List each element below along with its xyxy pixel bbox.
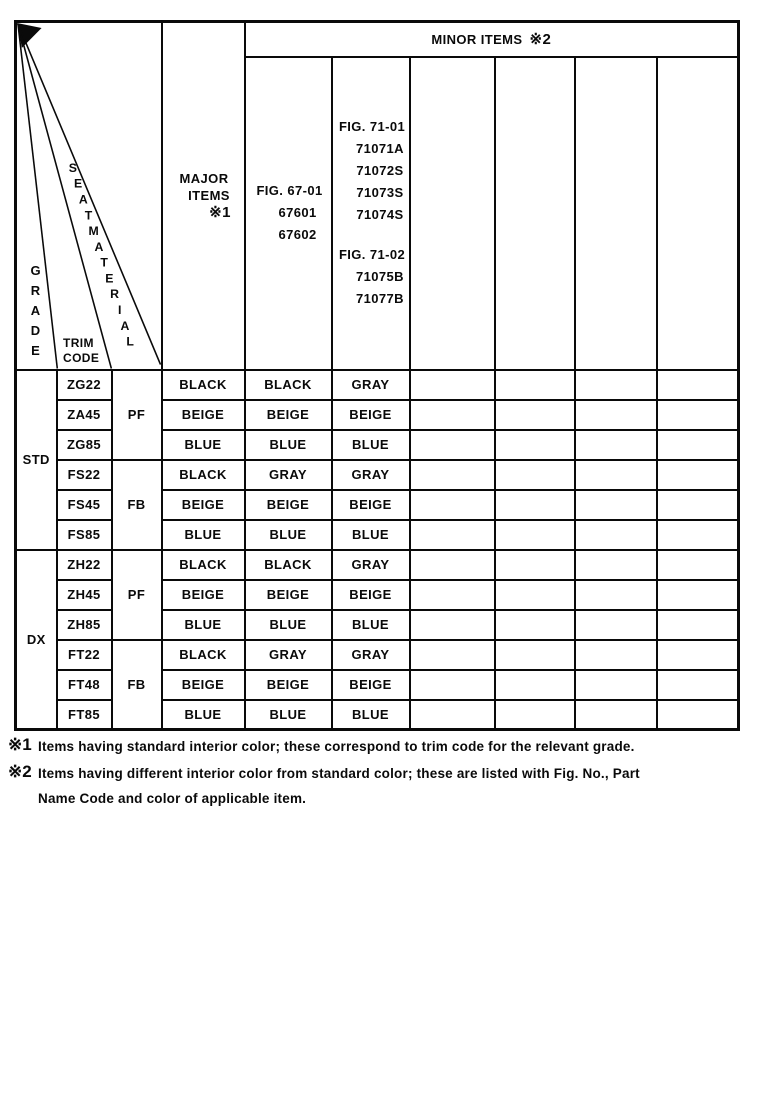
seat-material-cell: FB bbox=[112, 460, 162, 550]
grade-cell: DX bbox=[16, 550, 57, 730]
major-items-line1: MAJOR bbox=[179, 171, 229, 187]
minor-items-header bbox=[245, 22, 739, 57]
footnote-2-text-line2: Name Code and color of applicable item. bbox=[38, 791, 307, 806]
trim-color-matrix bbox=[14, 20, 740, 731]
empty-cell bbox=[410, 370, 495, 400]
minor-color-cell: GRAY bbox=[245, 460, 332, 490]
minor-color-cell: BEIGE bbox=[245, 490, 332, 520]
major-color-cell: BEIGE bbox=[162, 490, 245, 520]
empty-cell bbox=[495, 430, 575, 460]
empty-cell bbox=[410, 580, 495, 610]
empty-cell bbox=[657, 610, 739, 640]
major-color-cell: BEIGE bbox=[162, 400, 245, 430]
table-row bbox=[16, 640, 739, 670]
trim-code-cell: FS22 bbox=[57, 460, 112, 490]
svg-text:L: L bbox=[126, 334, 135, 349]
major-color-cell: BLUE bbox=[162, 430, 245, 460]
empty-cell bbox=[575, 640, 657, 670]
empty-cell bbox=[657, 430, 739, 460]
minor-color-cell: BEIGE bbox=[332, 580, 410, 610]
major-color-cell: BLACK bbox=[162, 550, 245, 580]
fig-title: FIG. 71-01 bbox=[338, 119, 406, 134]
trim-code-cell: ZA45 bbox=[57, 400, 112, 430]
part-number: 71072S bbox=[356, 163, 404, 178]
empty-cell bbox=[495, 580, 575, 610]
svg-text:T: T bbox=[84, 208, 93, 223]
svg-text:I: I bbox=[118, 302, 122, 318]
fig-title: FIG. 67-01 bbox=[256, 183, 323, 198]
empty-cell bbox=[495, 670, 575, 700]
trim-code-cell: FT85 bbox=[57, 700, 112, 730]
grade-cell: STD bbox=[16, 370, 57, 550]
minor-color-cell: BLUE bbox=[332, 430, 410, 460]
trim-code-cell: FS85 bbox=[57, 520, 112, 550]
empty-minor-column-header bbox=[495, 57, 575, 370]
footnote-2-text-line1: Items having different interior color from standard color; these are listed with Fig. No., Part bbox=[38, 766, 640, 781]
minor-color-cell: BEIGE bbox=[332, 400, 410, 430]
minor-color-cell: BLUE bbox=[245, 700, 332, 730]
svg-text:S: S bbox=[68, 160, 78, 175]
trim-color-table bbox=[14, 20, 740, 731]
empty-cell bbox=[410, 430, 495, 460]
major-items-header bbox=[162, 22, 245, 370]
footnote-1-text: Items having standard interior color; these correspond to trim code for the relevant grade. bbox=[38, 739, 635, 754]
empty-cell bbox=[657, 550, 739, 580]
part-number: 71071A bbox=[356, 141, 404, 156]
empty-cell bbox=[410, 460, 495, 490]
corner-header-cell bbox=[16, 22, 162, 370]
empty-cell bbox=[495, 700, 575, 730]
minor-color-cell: BEIGE bbox=[245, 400, 332, 430]
trim-code-cell: ZH45 bbox=[57, 580, 112, 610]
fig-title: FIG. 71-02 bbox=[338, 247, 406, 262]
empty-cell bbox=[657, 580, 739, 610]
major-color-cell: BLUE bbox=[162, 610, 245, 640]
empty-cell bbox=[495, 370, 575, 400]
minor-color-cell: BEIGE bbox=[245, 670, 332, 700]
major-color-cell: BLACK bbox=[162, 460, 245, 490]
trim-code-cell: FS45 bbox=[57, 490, 112, 520]
minor-color-cell: BLUE bbox=[332, 700, 410, 730]
empty-cell bbox=[657, 400, 739, 430]
part-number: 71075B bbox=[356, 269, 404, 284]
fig-71-01-column-header bbox=[332, 57, 410, 370]
empty-cell bbox=[657, 460, 739, 490]
trim-code-cell: FT48 bbox=[57, 670, 112, 700]
svg-text:A: A bbox=[78, 192, 89, 207]
major-color-cell: BLACK bbox=[162, 370, 245, 400]
svg-text:T: T bbox=[100, 255, 109, 270]
footnote-1-marker: ※1 bbox=[8, 735, 32, 754]
empty-cell bbox=[657, 670, 739, 700]
empty-cell bbox=[575, 670, 657, 700]
part-number: 71077B bbox=[356, 291, 404, 306]
empty-cell bbox=[495, 400, 575, 430]
svg-text:R: R bbox=[110, 287, 120, 302]
minor-color-cell: GRAY bbox=[332, 460, 410, 490]
minor-color-cell: GRAY bbox=[332, 370, 410, 400]
svg-text:A: A bbox=[120, 318, 130, 333]
empty-cell bbox=[657, 490, 739, 520]
empty-cell bbox=[495, 460, 575, 490]
major-color-cell: BLACK bbox=[162, 640, 245, 670]
empty-cell bbox=[575, 490, 657, 520]
trim-code-axis-label: TRIM CODE bbox=[63, 335, 100, 365]
footnote-2-marker: ※2 bbox=[8, 762, 32, 781]
empty-cell bbox=[495, 490, 575, 520]
major-color-cell: BEIGE bbox=[162, 670, 245, 700]
seat-material-axis-label bbox=[69, 161, 135, 349]
empty-minor-column-header bbox=[657, 57, 739, 370]
major-color-cell: BEIGE bbox=[162, 580, 245, 610]
svg-text:E: E bbox=[105, 271, 114, 286]
empty-cell bbox=[575, 580, 657, 610]
empty-cell bbox=[495, 550, 575, 580]
minor-color-cell: BLACK bbox=[245, 370, 332, 400]
empty-cell bbox=[410, 640, 495, 670]
empty-cell bbox=[657, 520, 739, 550]
minor-color-cell: BLUE bbox=[245, 610, 332, 640]
trim-code-cell: ZH85 bbox=[57, 610, 112, 640]
minor-color-cell: BLACK bbox=[245, 550, 332, 580]
empty-cell bbox=[495, 640, 575, 670]
minor-items-label: MINOR ITEMS bbox=[431, 32, 523, 48]
table-row bbox=[16, 550, 739, 580]
empty-cell bbox=[410, 550, 495, 580]
empty-cell bbox=[410, 700, 495, 730]
empty-cell bbox=[657, 700, 739, 730]
minor-color-cell: BLUE bbox=[332, 610, 410, 640]
empty-cell bbox=[657, 370, 739, 400]
footnote-1 bbox=[8, 734, 752, 759]
empty-cell bbox=[410, 400, 495, 430]
empty-minor-column-header bbox=[575, 57, 657, 370]
minor-color-cell: GRAY bbox=[332, 640, 410, 670]
part-number: 67602 bbox=[278, 227, 317, 242]
minor-color-cell: GRAY bbox=[332, 550, 410, 580]
empty-cell bbox=[410, 520, 495, 550]
minor-color-cell: BLUE bbox=[245, 520, 332, 550]
seat-material-cell: FB bbox=[112, 640, 162, 730]
empty-cell bbox=[575, 550, 657, 580]
empty-cell bbox=[575, 700, 657, 730]
seat-material-cell: PF bbox=[112, 550, 162, 640]
empty-cell bbox=[575, 430, 657, 460]
svg-text:M: M bbox=[88, 224, 100, 239]
part-number: 71074S bbox=[356, 207, 404, 222]
minor-color-cell: GRAY bbox=[245, 640, 332, 670]
empty-cell bbox=[575, 370, 657, 400]
major-items-marker: ※1 bbox=[209, 204, 231, 222]
major-items-line2: ITEMS bbox=[188, 188, 230, 204]
empty-cell bbox=[575, 460, 657, 490]
empty-cell bbox=[657, 640, 739, 670]
minor-color-cell: BLUE bbox=[332, 520, 410, 550]
minor-color-cell: BEIGE bbox=[332, 490, 410, 520]
svg-text:E: E bbox=[73, 176, 83, 191]
empty-cell bbox=[410, 610, 495, 640]
empty-cell bbox=[575, 520, 657, 550]
empty-cell bbox=[495, 610, 575, 640]
table-row bbox=[16, 370, 739, 400]
blank-line bbox=[333, 226, 409, 244]
table-row bbox=[16, 460, 739, 490]
svg-text:A: A bbox=[94, 239, 104, 254]
minor-items-marker: ※2 bbox=[529, 31, 552, 49]
seat-material-cell: PF bbox=[112, 370, 162, 460]
major-color-cell: BLUE bbox=[162, 700, 245, 730]
major-color-cell: BLUE bbox=[162, 520, 245, 550]
empty-cell bbox=[410, 490, 495, 520]
empty-minor-column-header bbox=[410, 57, 495, 370]
trim-code-cell: ZG85 bbox=[57, 430, 112, 460]
part-number: 67601 bbox=[278, 205, 317, 220]
part-number: 71073S bbox=[356, 185, 404, 200]
footnote-2 bbox=[8, 761, 752, 811]
fig-67-01-column-header bbox=[245, 57, 332, 370]
empty-cell bbox=[495, 520, 575, 550]
trim-code-cell: FT22 bbox=[57, 640, 112, 670]
empty-cell bbox=[410, 670, 495, 700]
minor-color-cell: BLUE bbox=[245, 430, 332, 460]
trim-code-cell: ZG22 bbox=[57, 370, 112, 400]
trim-code-cell: ZH22 bbox=[57, 550, 112, 580]
empty-cell bbox=[575, 610, 657, 640]
minor-color-cell: BEIGE bbox=[332, 670, 410, 700]
empty-cell bbox=[575, 400, 657, 430]
minor-color-cell: BEIGE bbox=[245, 580, 332, 610]
grade-axis-label: GRADE bbox=[28, 262, 43, 363]
